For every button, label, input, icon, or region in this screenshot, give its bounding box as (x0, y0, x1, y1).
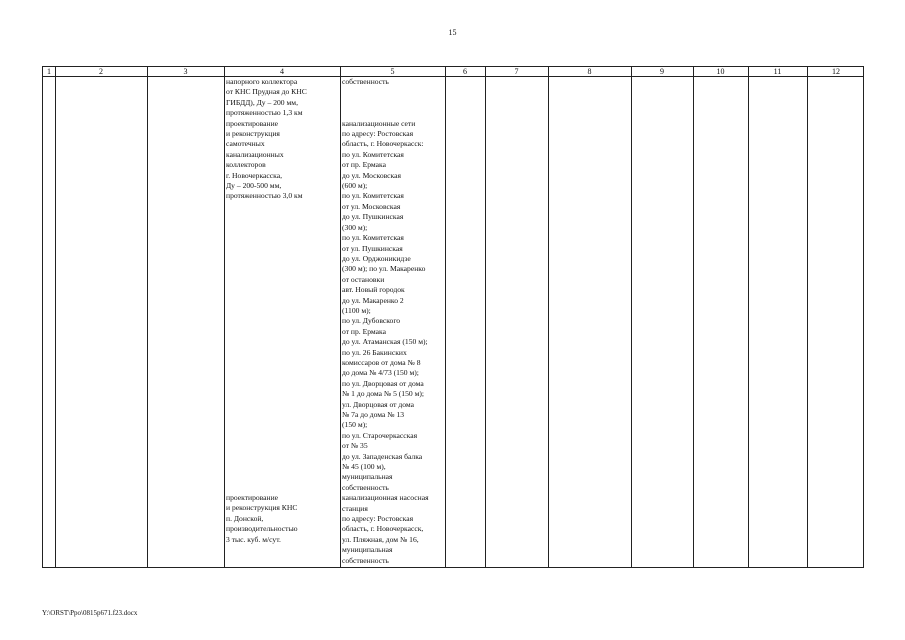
text-line: протяженностью 1,3 км (226, 108, 303, 118)
text-line: Ду – 200-500 мм, (226, 181, 282, 191)
text-line: по ул. Дубовского (342, 316, 401, 326)
column-header: 12 (832, 67, 840, 76)
column-divider (445, 67, 446, 567)
column-header: 11 (773, 67, 782, 76)
text-line: 3 тыс. куб. м/сут. (226, 534, 281, 544)
column-divider (807, 67, 808, 567)
text-line: по ул. Комитетская (342, 233, 404, 243)
text-line: по адресу: Ростовская (342, 514, 414, 524)
page-number: 15 (448, 28, 457, 37)
column-divider (631, 67, 632, 567)
text-line: до ул. Атаманская (150 м); (342, 337, 428, 347)
header-divider (43, 76, 863, 77)
text-line: г. Новочеркасска, (226, 170, 282, 180)
text-line: по адресу: Ростовская (342, 129, 414, 139)
text-line: и реконструкция КНС (226, 503, 298, 513)
text-line: самотечных (226, 139, 265, 149)
text-line: ГИБДД), Ду – 200 мм, (226, 97, 298, 107)
data-table (42, 66, 864, 568)
text-line: (1100 м); (342, 305, 371, 315)
text-line: комиссаров от дома № 8 (342, 357, 421, 367)
text-line: № 7а до дома № 13 (342, 410, 405, 419)
column-divider (55, 67, 56, 567)
text-line (342, 87, 429, 97)
text-line: канализационная насосная (342, 493, 429, 503)
text-line: ул. Пляжная, дом № 16, (342, 534, 419, 544)
column-divider (748, 67, 749, 567)
text-line: до дома № 4/73 (150 м); (342, 368, 419, 378)
text-line: проектирование (226, 493, 279, 502)
text-line: авт. Новый городок (342, 285, 405, 295)
text-line: от остановки (342, 274, 385, 284)
text-line: напорного коллектора (226, 77, 298, 86)
text-line: канализационные сети (342, 118, 416, 128)
text-line: по ул. 26 Бакинских (342, 347, 407, 357)
text-line: станция (342, 503, 368, 513)
cell-column-4-lower (226, 493, 298, 545)
text-line: по ул. Комитетская (342, 191, 404, 201)
column-header: 2 (99, 67, 103, 76)
text-line: собственность (342, 77, 389, 86)
text-line: по ул. Комитетская (342, 149, 404, 159)
text-line: от КНС Прудная до КНС (226, 87, 307, 97)
text-line: (300 м); по ул. Макаренко (342, 264, 426, 274)
column-header: 7 (514, 67, 519, 76)
column-divider (340, 67, 341, 567)
text-line: область, г. Новочеркасск: (342, 139, 424, 149)
text-line: от пр. Ермака (342, 160, 386, 170)
text-line: производительностью (226, 524, 298, 534)
column-divider (147, 67, 148, 567)
text-line: муниципальная (342, 545, 393, 555)
text-line (342, 98, 429, 108)
text-line: до ул. Пушкинская (342, 212, 404, 222)
text-line: до ул. Западенская балка (342, 451, 423, 461)
text-line (342, 108, 429, 118)
text-line: п. Донской, (226, 513, 264, 523)
column-header: 6 (463, 67, 467, 76)
column-header: 10 (716, 67, 725, 76)
text-line: по ул. Дворцовая от дома (342, 378, 424, 388)
text-line: и реконструкция (226, 129, 280, 139)
column-header: 5 (390, 67, 395, 76)
text-line: муниципальная (342, 472, 393, 482)
text-line: от № 35 (342, 441, 368, 451)
text-line: от ул. Московская (342, 201, 401, 211)
text-line: ул. Дворцовая от дома (342, 399, 415, 409)
text-line: (300 м); (342, 222, 368, 232)
text-line: область, г. Новочеркасск, (342, 524, 424, 534)
column-header: 1 (47, 67, 51, 76)
column-divider (548, 67, 549, 567)
text-line: собственность (342, 555, 389, 565)
text-line: от ул. Пушкинская (342, 243, 403, 253)
text-line: до ул. Московская (342, 170, 401, 180)
text-line: протяженностью 3,0 км (226, 191, 303, 201)
cell-column-4-upper (226, 77, 307, 202)
text-line: № 45 (100 м), (342, 462, 386, 472)
column-divider (485, 67, 486, 567)
text-line: до ул. Макаренко 2 (342, 295, 404, 305)
text-line: проектирование (226, 118, 279, 128)
column-header: 9 (660, 67, 664, 76)
text-line: (600 м); (342, 181, 368, 191)
file-path-footer: Y:\ORST\Ppo\0815p671.f23.docx (42, 609, 138, 617)
text-line: коллекторов (226, 160, 266, 170)
column-header: 4 (280, 67, 284, 76)
text-line: (150 м); (342, 420, 368, 430)
column-divider (224, 67, 225, 567)
text-line: канализационных (226, 149, 284, 159)
text-line: по ул. Старочеркасская (342, 430, 418, 440)
text-line: № 1 до дома № 5 (150 м); (342, 389, 425, 399)
text-line: собственность (342, 482, 389, 492)
column-header: 3 (183, 67, 188, 76)
column-divider (693, 67, 694, 567)
cell-column-5 (342, 77, 429, 566)
column-header: 8 (587, 67, 592, 76)
text-line: до ул. Орджоникидзе (342, 253, 411, 263)
text-line: от пр. Ермака (342, 326, 386, 336)
